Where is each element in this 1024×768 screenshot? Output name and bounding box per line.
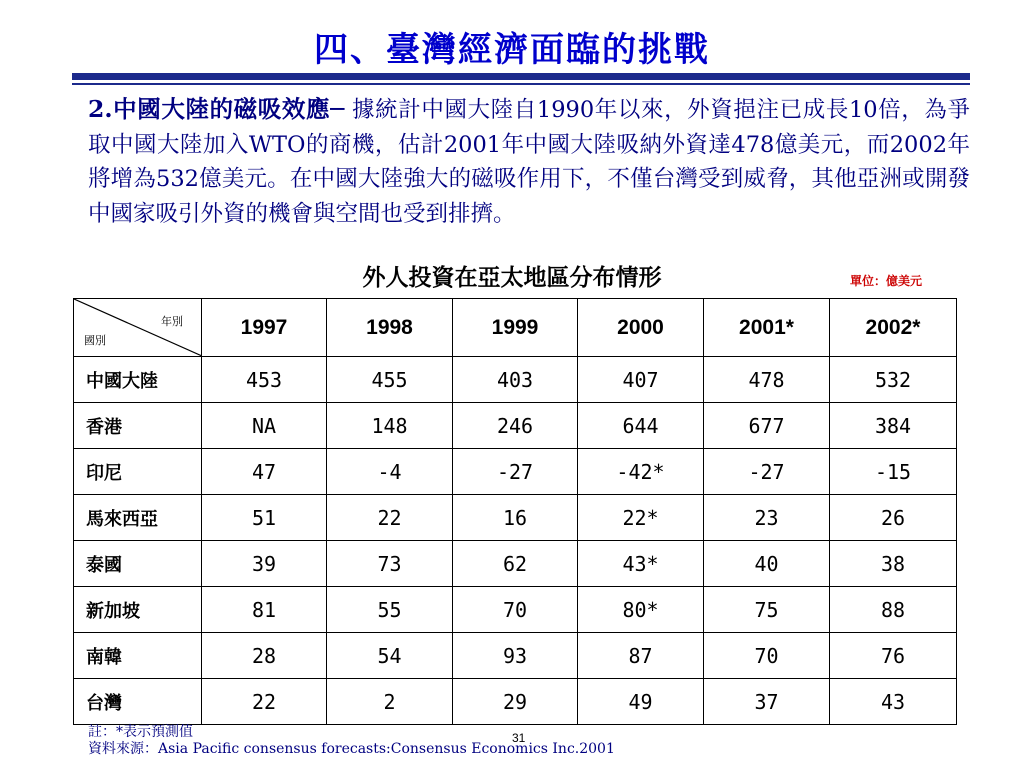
value-cell: 40 — [704, 541, 830, 587]
country-cell: 南韓 — [74, 633, 202, 679]
table-header-row — [74, 299, 957, 357]
value-cell: 70 — [704, 633, 830, 679]
value-cell: 478 — [704, 357, 830, 403]
value-cell: -15 — [830, 449, 957, 495]
value-cell: -27 — [453, 449, 578, 495]
value-cell: 76 — [830, 633, 957, 679]
value-cell: 677 — [704, 403, 830, 449]
year-header: 2001* — [704, 299, 830, 357]
value-cell: 88 — [830, 587, 957, 633]
body-text: 據統計中國大陸自1990年以來，外資挹注已成長10倍，為爭取中國大陸加入WTO的商機，估計2001年中國大陸吸納外資達478億美元，而2002年將增為532億美元。在中國大陸強大的磁吸作用下，不僅台灣受到威脅，其他亞洲或開發中國家吸引外資的機會與空間也受到排擠。 — [88, 97, 970, 227]
value-cell: 28 — [202, 633, 327, 679]
value-cell: 38 — [830, 541, 957, 587]
value-cell: 75 — [704, 587, 830, 633]
value-cell: 39 — [202, 541, 327, 587]
title-divider-thick — [72, 73, 970, 80]
value-cell: 2 — [327, 679, 453, 725]
value-cell: 23 — [704, 495, 830, 541]
table-row — [74, 679, 957, 725]
value-cell: 54 — [327, 633, 453, 679]
country-cell: 馬來西亞 — [74, 495, 202, 541]
value-cell: 73 — [327, 541, 453, 587]
value-cell: -4 — [327, 449, 453, 495]
country-cell: 台灣 — [74, 679, 202, 725]
table-row — [74, 403, 957, 449]
value-cell: 407 — [578, 357, 704, 403]
year-header: 1998 — [327, 299, 453, 357]
table-row — [74, 541, 957, 587]
country-cell: 泰國 — [74, 541, 202, 587]
value-cell: 16 — [453, 495, 578, 541]
footnote-forecast: 註：*表示預測值 — [88, 724, 193, 740]
value-cell: 80* — [578, 587, 704, 633]
country-cell: 中國大陸 — [74, 357, 202, 403]
year-header: 1997 — [202, 299, 327, 357]
value-cell: 37 — [704, 679, 830, 725]
value-cell: 93 — [453, 633, 578, 679]
value-cell: 403 — [453, 357, 578, 403]
value-cell: 384 — [830, 403, 957, 449]
value-cell: 47 — [202, 449, 327, 495]
country-cell: 印尼 — [74, 449, 202, 495]
value-cell: NA — [202, 403, 327, 449]
value-cell: 49 — [578, 679, 704, 725]
country-cell: 新加坡 — [74, 587, 202, 633]
value-cell: 532 — [830, 357, 957, 403]
value-cell: 29 — [453, 679, 578, 725]
value-cell: 22 — [202, 679, 327, 725]
table-row — [74, 357, 957, 403]
value-cell: 644 — [578, 403, 704, 449]
year-header: 2002* — [830, 299, 957, 357]
value-cell: 22* — [578, 495, 704, 541]
table-row — [74, 495, 957, 541]
value-cell: 81 — [202, 587, 327, 633]
value-cell: 70 — [453, 587, 578, 633]
table-row — [74, 449, 957, 495]
title-divider-thin — [72, 83, 970, 85]
intro-paragraph — [88, 92, 970, 231]
value-cell: 43 — [830, 679, 957, 725]
value-cell: 246 — [453, 403, 578, 449]
value-cell: 43* — [578, 541, 704, 587]
value-cell: 62 — [453, 541, 578, 587]
corner-country-label: 國別 — [84, 334, 106, 347]
table-row — [74, 587, 957, 633]
year-header: 2000 — [578, 299, 704, 357]
table-title: 外人投資在亞太地區分布情形 — [362, 264, 662, 291]
year-header: 1999 — [453, 299, 578, 357]
value-cell: 455 — [327, 357, 453, 403]
corner-year-label: 年別 — [161, 315, 183, 328]
section-heading: 2.中國大陸的磁吸效應─ — [88, 95, 345, 123]
value-cell: 51 — [202, 495, 327, 541]
value-cell: -42* — [578, 449, 704, 495]
value-cell: -27 — [704, 449, 830, 495]
table-corner-cell — [74, 299, 202, 357]
value-cell: 26 — [830, 495, 957, 541]
value-cell: 22 — [327, 495, 453, 541]
value-cell: 87 — [578, 633, 704, 679]
page-number: 31 — [512, 731, 526, 745]
table-row — [74, 633, 957, 679]
value-cell: 148 — [327, 403, 453, 449]
fdi-table — [73, 298, 957, 725]
footnote-source: 資料來源：Asia Pacific consensus forecasts:Consensus Economics Inc.2001 — [88, 741, 615, 757]
unit-label: 單位：億美元 — [850, 274, 923, 288]
slide-title: 四、臺灣經濟面臨的挑戰 — [314, 30, 710, 70]
value-cell: 55 — [327, 587, 453, 633]
country-cell: 香港 — [74, 403, 202, 449]
value-cell: 453 — [202, 357, 327, 403]
